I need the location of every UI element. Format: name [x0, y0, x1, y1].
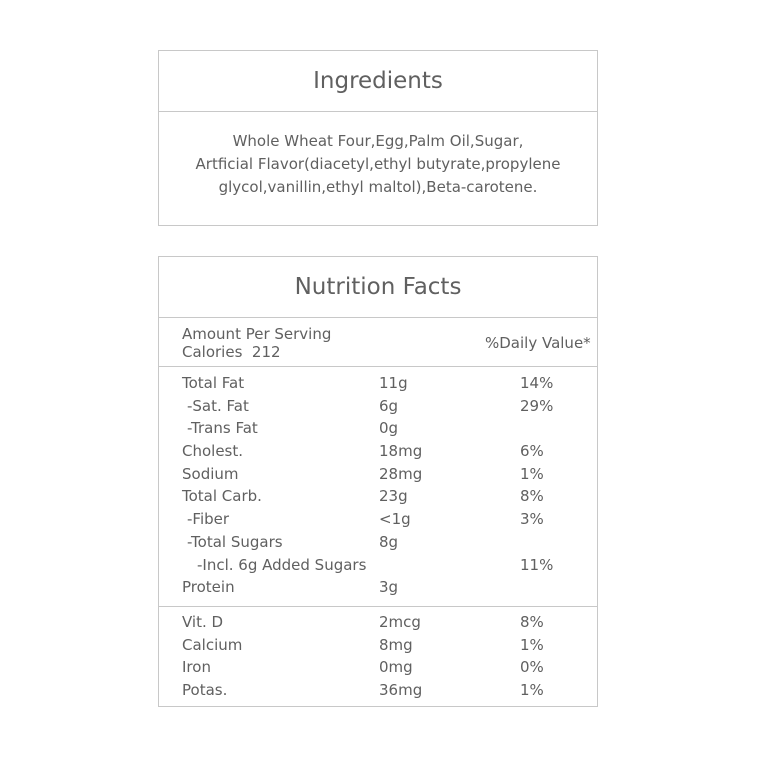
nutrient-daily-value: 14%	[520, 374, 554, 392]
nutrient-amount: 11g	[379, 374, 408, 392]
nutrient-amount: 3g	[379, 578, 399, 597]
nutrient-name: Calcium	[182, 635, 243, 654]
ingredients-title: Ingredients	[159, 51, 597, 112]
serving-header	[159, 318, 597, 367]
ingredients-text	[179, 130, 577, 199]
nutrient-row	[159, 463, 597, 486]
nutrient-row	[159, 440, 597, 463]
nutrient-name: Cholest.	[182, 442, 244, 461]
nutrient-amount: 28mg	[379, 464, 423, 483]
nutrient-row	[159, 634, 597, 657]
nutrition-facts-panel	[158, 256, 598, 707]
nutrition-title: Nutrition Facts	[159, 257, 597, 318]
daily-value-header: %Daily Value*	[485, 334, 591, 352]
nutrient-amount: 0mg	[379, 658, 413, 677]
nutrient-name: Total Fat	[182, 374, 245, 392]
amount-per-serving-label: Amount Per Serving	[182, 325, 332, 343]
nutrient-amount: 36mg	[379, 681, 423, 700]
nutrient-daily-value: 11%	[520, 555, 554, 574]
nutrient-daily-value: 1%	[520, 635, 544, 654]
nutrient-amount: 2mcg	[379, 613, 421, 631]
nutrient-row	[159, 508, 597, 531]
ingredients-panel	[158, 50, 598, 226]
nutrient-name: -Trans Fat	[187, 419, 258, 438]
nutrient-amount: 0g	[379, 419, 399, 438]
nutrient-name: -Fiber	[187, 510, 230, 529]
nutrient-name: Protein	[182, 578, 235, 597]
nutrient-amount: 8g	[379, 532, 399, 551]
nutrient-daily-value: 8%	[520, 487, 544, 506]
nutrient-row	[159, 656, 597, 679]
nutrient-daily-value: 8%	[520, 613, 544, 631]
nutrient-row	[159, 611, 597, 634]
nutrient-rows	[159, 367, 597, 607]
nutrient-name: -Total Sugars	[187, 532, 283, 551]
nutrient-daily-value: 6%	[520, 442, 544, 461]
nutrient-name: -Sat. Fat	[187, 396, 249, 415]
nutrient-name: Iron	[182, 658, 211, 677]
nutrient-row	[159, 576, 597, 599]
nutrient-daily-value: 3%	[520, 510, 544, 529]
nutrient-amount: 23g	[379, 487, 408, 506]
vitamin-rows	[159, 607, 597, 702]
nutrient-row	[159, 417, 597, 440]
nutrient-amount: 8mg	[379, 635, 413, 654]
nutrient-amount: <1g	[379, 510, 411, 529]
nutrient-row	[159, 531, 597, 554]
nutrient-row	[159, 395, 597, 418]
nutrient-name: Total Carb.	[182, 487, 262, 506]
nutrient-row	[159, 485, 597, 508]
nutrient-name: -Incl. 6g Added Sugars	[197, 555, 367, 574]
nutrient-daily-value: 29%	[520, 396, 554, 415]
nutrient-name: Potas.	[182, 681, 228, 700]
calories-label: Calories 212	[182, 343, 281, 361]
ingredients-line: glycol,vanillin,ethyl maltol),Beta-carotene.	[218, 178, 538, 196]
nutrient-name: Vit. D	[182, 613, 224, 631]
nutrient-row	[159, 679, 597, 702]
nutrient-row	[159, 554, 597, 577]
ingredients-line: Whole Wheat Four,Egg,Palm Oil,Sugar,	[232, 132, 524, 150]
nutrient-name: Sodium	[182, 464, 239, 483]
nutrient-row	[159, 372, 597, 395]
nutrient-amount: 6g	[379, 396, 399, 415]
nutrient-daily-value: 0%	[520, 658, 544, 677]
nutrient-daily-value: 1%	[520, 464, 544, 483]
ingredients-line: Artficial Flavor(diacetyl,ethyl butyrate,propylene	[195, 155, 561, 173]
nutrient-daily-value: 1%	[520, 681, 544, 700]
nutrient-amount: 18mg	[379, 442, 423, 461]
